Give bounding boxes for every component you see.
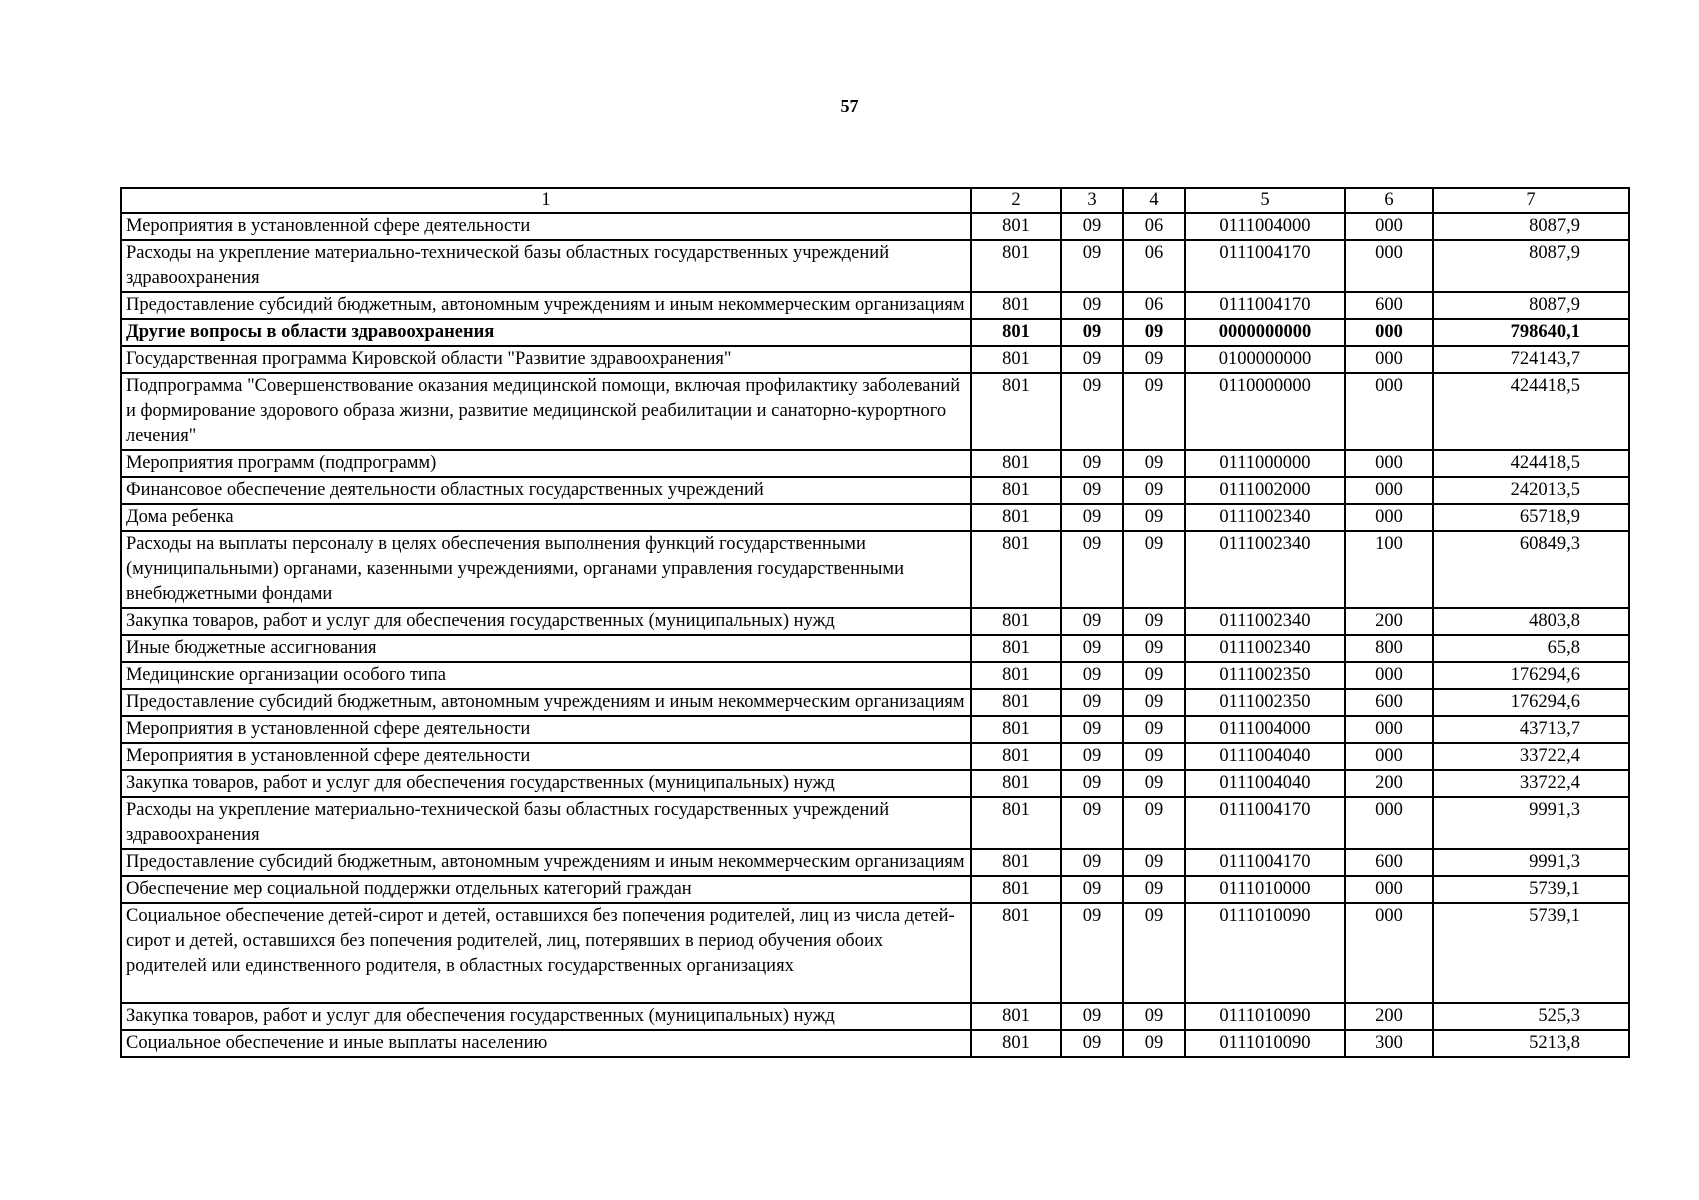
table-row bbox=[121, 716, 1629, 743]
row-expense-type-code: 000 bbox=[1345, 346, 1433, 373]
row-expense-type-code: 000 bbox=[1345, 662, 1433, 689]
table-row bbox=[121, 319, 1629, 346]
row-description: Социальное обеспечение детей-сирот и детей, оставшихся без попечения родителей, лиц из числа детей-сирот и детей, оставшихся без попечения родителей, лиц, потерявших в период обучения обоих родителей или единственного родителя, в областных государственных организациях bbox=[121, 903, 971, 1003]
table-row bbox=[121, 770, 1629, 797]
row-description: Социальное обеспечение и иные выплаты населению bbox=[121, 1030, 971, 1057]
row-section-code: 09 bbox=[1061, 477, 1123, 504]
row-subsection-code: 09 bbox=[1123, 635, 1185, 662]
row-subsection-code: 09 bbox=[1123, 1003, 1185, 1030]
row-description: Предоставление субсидий бюджетным, автономным учреждениям и иным некоммерческим организациям bbox=[121, 849, 971, 876]
row-target-article-code: 0111010090 bbox=[1185, 1003, 1345, 1030]
row-expense-type-code: 600 bbox=[1345, 689, 1433, 716]
row-admin-code: 801 bbox=[971, 849, 1061, 876]
header-col-5: 5 bbox=[1185, 188, 1345, 213]
row-expense-type-code: 200 bbox=[1345, 1003, 1433, 1030]
row-description: Дома ребенка bbox=[121, 504, 971, 531]
row-target-article-code: 0111010090 bbox=[1185, 1030, 1345, 1057]
row-section-code: 09 bbox=[1061, 1030, 1123, 1057]
row-description: Расходы на выплаты персоналу в целях обеспечения выполнения функций государственными (муниципальными) органами, казенными учреждениями, органами управления государственными внебюджетными фондами bbox=[121, 531, 971, 608]
row-admin-code: 801 bbox=[971, 662, 1061, 689]
row-target-article-code: 0110000000 bbox=[1185, 373, 1345, 450]
row-target-article-code: 0111004040 bbox=[1185, 770, 1345, 797]
table-row bbox=[121, 662, 1629, 689]
row-expense-type-code: 000 bbox=[1345, 504, 1433, 531]
row-admin-code: 801 bbox=[971, 689, 1061, 716]
row-description: Медицинские организации особого типа bbox=[121, 662, 971, 689]
row-expense-type-code: 100 bbox=[1345, 531, 1433, 608]
row-admin-code: 801 bbox=[971, 477, 1061, 504]
row-admin-code: 801 bbox=[971, 292, 1061, 319]
row-expense-type-code: 000 bbox=[1345, 903, 1433, 1003]
row-amount: 5739,1 bbox=[1433, 876, 1629, 903]
header-col-1: 1 bbox=[121, 188, 971, 213]
row-expense-type-code: 000 bbox=[1345, 797, 1433, 849]
row-subsection-code: 09 bbox=[1123, 373, 1185, 450]
table-row bbox=[121, 689, 1629, 716]
row-description: Расходы на укрепление материально-технической базы областных государственных учреждений здравоохранения bbox=[121, 797, 971, 849]
row-subsection-code: 06 bbox=[1123, 240, 1185, 292]
row-subsection-code: 09 bbox=[1123, 319, 1185, 346]
row-subsection-code: 09 bbox=[1123, 743, 1185, 770]
table-row bbox=[121, 743, 1629, 770]
row-amount: 43713,7 bbox=[1433, 716, 1629, 743]
row-admin-code: 801 bbox=[971, 1030, 1061, 1057]
row-expense-type-code: 600 bbox=[1345, 292, 1433, 319]
row-amount: 5739,1 bbox=[1433, 903, 1629, 1003]
row-target-article-code: 0111002340 bbox=[1185, 608, 1345, 635]
row-section-code: 09 bbox=[1061, 504, 1123, 531]
table-row bbox=[121, 450, 1629, 477]
row-target-article-code: 0111002340 bbox=[1185, 504, 1345, 531]
row-subsection-code: 06 bbox=[1123, 213, 1185, 240]
row-subsection-code: 06 bbox=[1123, 292, 1185, 319]
row-section-code: 09 bbox=[1061, 450, 1123, 477]
row-target-article-code: 0111004000 bbox=[1185, 716, 1345, 743]
row-description: Закупка товаров, работ и услуг для обеспечения государственных (муниципальных) нужд bbox=[121, 608, 971, 635]
row-target-article-code: 0111002350 bbox=[1185, 689, 1345, 716]
row-expense-type-code: 000 bbox=[1345, 450, 1433, 477]
row-expense-type-code: 200 bbox=[1345, 770, 1433, 797]
row-subsection-code: 09 bbox=[1123, 716, 1185, 743]
row-amount: 424418,5 bbox=[1433, 450, 1629, 477]
row-admin-code: 801 bbox=[971, 240, 1061, 292]
row-section-code: 09 bbox=[1061, 903, 1123, 1003]
row-description: Мероприятия в установленной сфере деятельности bbox=[121, 213, 971, 240]
row-subsection-code: 09 bbox=[1123, 504, 1185, 531]
row-section-code: 09 bbox=[1061, 689, 1123, 716]
row-amount: 798640,1 bbox=[1433, 319, 1629, 346]
row-admin-code: 801 bbox=[971, 531, 1061, 608]
row-subsection-code: 09 bbox=[1123, 797, 1185, 849]
table-row bbox=[121, 213, 1629, 240]
row-description: Другие вопросы в области здравоохранения bbox=[121, 319, 971, 346]
row-amount: 9991,3 bbox=[1433, 797, 1629, 849]
row-description: Мероприятия программ (подпрограмм) bbox=[121, 450, 971, 477]
budget-table bbox=[120, 187, 1630, 1058]
header-col-3: 3 bbox=[1061, 188, 1123, 213]
row-section-code: 09 bbox=[1061, 531, 1123, 608]
row-expense-type-code: 000 bbox=[1345, 213, 1433, 240]
row-section-code: 09 bbox=[1061, 770, 1123, 797]
row-admin-code: 801 bbox=[971, 903, 1061, 1003]
row-target-article-code: 0111002000 bbox=[1185, 477, 1345, 504]
row-target-article-code: 0111004170 bbox=[1185, 292, 1345, 319]
row-target-article-code: 0111004170 bbox=[1185, 797, 1345, 849]
row-subsection-code: 09 bbox=[1123, 770, 1185, 797]
row-amount: 9991,3 bbox=[1433, 849, 1629, 876]
row-section-code: 09 bbox=[1061, 716, 1123, 743]
row-admin-code: 801 bbox=[971, 743, 1061, 770]
row-target-article-code: 0111004000 bbox=[1185, 213, 1345, 240]
row-subsection-code: 09 bbox=[1123, 346, 1185, 373]
page-number: 57 bbox=[840, 96, 859, 116]
header-col-6: 6 bbox=[1345, 188, 1433, 213]
row-expense-type-code: 000 bbox=[1345, 477, 1433, 504]
row-subsection-code: 09 bbox=[1123, 608, 1185, 635]
row-amount: 65,8 bbox=[1433, 635, 1629, 662]
row-admin-code: 801 bbox=[971, 635, 1061, 662]
row-expense-type-code: 000 bbox=[1345, 240, 1433, 292]
row-admin-code: 801 bbox=[971, 797, 1061, 849]
row-description: Обеспечение мер социальной поддержки отдельных категорий граждан bbox=[121, 876, 971, 903]
row-section-code: 09 bbox=[1061, 876, 1123, 903]
row-section-code: 09 bbox=[1061, 292, 1123, 319]
row-expense-type-code: 300 bbox=[1345, 1030, 1433, 1057]
row-expense-type-code: 000 bbox=[1345, 876, 1433, 903]
row-section-code: 09 bbox=[1061, 1003, 1123, 1030]
row-admin-code: 801 bbox=[971, 1003, 1061, 1030]
row-admin-code: 801 bbox=[971, 716, 1061, 743]
row-amount: 8087,9 bbox=[1433, 213, 1629, 240]
row-expense-type-code: 000 bbox=[1345, 373, 1433, 450]
row-description: Предоставление субсидий бюджетным, автономным учреждениям и иным некоммерческим организациям bbox=[121, 689, 971, 716]
table-row bbox=[121, 849, 1629, 876]
row-amount: 176294,6 bbox=[1433, 662, 1629, 689]
header-col-2: 2 bbox=[971, 188, 1061, 213]
header-col-7: 7 bbox=[1433, 188, 1629, 213]
header-row bbox=[121, 188, 1629, 213]
row-amount: 525,3 bbox=[1433, 1003, 1629, 1030]
row-amount: 176294,6 bbox=[1433, 689, 1629, 716]
row-subsection-code: 09 bbox=[1123, 1030, 1185, 1057]
row-target-article-code: 0100000000 bbox=[1185, 346, 1345, 373]
row-section-code: 09 bbox=[1061, 635, 1123, 662]
row-amount: 65718,9 bbox=[1433, 504, 1629, 531]
row-admin-code: 801 bbox=[971, 373, 1061, 450]
header-col-4: 4 bbox=[1123, 188, 1185, 213]
row-section-code: 09 bbox=[1061, 213, 1123, 240]
row-target-article-code: 0111000000 bbox=[1185, 450, 1345, 477]
row-amount: 33722,4 bbox=[1433, 770, 1629, 797]
row-subsection-code: 09 bbox=[1123, 689, 1185, 716]
row-amount: 724143,7 bbox=[1433, 346, 1629, 373]
row-amount: 8087,9 bbox=[1433, 292, 1629, 319]
row-target-article-code: 0111004170 bbox=[1185, 849, 1345, 876]
row-expense-type-code: 000 bbox=[1345, 319, 1433, 346]
table-row bbox=[121, 876, 1629, 903]
table-row bbox=[121, 608, 1629, 635]
row-amount: 33722,4 bbox=[1433, 743, 1629, 770]
row-amount: 4803,8 bbox=[1433, 608, 1629, 635]
row-admin-code: 801 bbox=[971, 608, 1061, 635]
row-admin-code: 801 bbox=[971, 213, 1061, 240]
row-admin-code: 801 bbox=[971, 450, 1061, 477]
row-target-article-code: 0111002350 bbox=[1185, 662, 1345, 689]
row-section-code: 09 bbox=[1061, 849, 1123, 876]
row-description: Финансовое обеспечение деятельности областных государственных учреждений bbox=[121, 477, 971, 504]
row-amount: 8087,9 bbox=[1433, 240, 1629, 292]
row-target-article-code: 0111002340 bbox=[1185, 635, 1345, 662]
row-amount: 424418,5 bbox=[1433, 373, 1629, 450]
row-expense-type-code: 000 bbox=[1345, 743, 1433, 770]
row-target-article-code: 0111010090 bbox=[1185, 903, 1345, 1003]
table-row bbox=[121, 1003, 1629, 1030]
row-amount: 5213,8 bbox=[1433, 1030, 1629, 1057]
row-description: Иные бюджетные ассигнования bbox=[121, 635, 971, 662]
row-expense-type-code: 000 bbox=[1345, 716, 1433, 743]
table-row bbox=[121, 346, 1629, 373]
row-subsection-code: 09 bbox=[1123, 477, 1185, 504]
table-row bbox=[121, 635, 1629, 662]
row-admin-code: 801 bbox=[971, 504, 1061, 531]
row-section-code: 09 bbox=[1061, 608, 1123, 635]
row-section-code: 09 bbox=[1061, 797, 1123, 849]
table-body bbox=[121, 213, 1629, 1057]
table-row bbox=[121, 531, 1629, 608]
table-row bbox=[121, 797, 1629, 849]
row-subsection-code: 09 bbox=[1123, 876, 1185, 903]
row-expense-type-code: 600 bbox=[1345, 849, 1433, 876]
row-section-code: 09 bbox=[1061, 373, 1123, 450]
row-admin-code: 801 bbox=[971, 876, 1061, 903]
row-description: Мероприятия в установленной сфере деятельности bbox=[121, 743, 971, 770]
row-description: Предоставление субсидий бюджетным, автономным учреждениям и иным некоммерческим организациям bbox=[121, 292, 971, 319]
table-row bbox=[121, 504, 1629, 531]
table-row bbox=[121, 1030, 1629, 1057]
row-expense-type-code: 800 bbox=[1345, 635, 1433, 662]
row-target-article-code: 0111004040 bbox=[1185, 743, 1345, 770]
row-subsection-code: 09 bbox=[1123, 531, 1185, 608]
row-section-code: 09 bbox=[1061, 743, 1123, 770]
row-description: Закупка товаров, работ и услуг для обеспечения государственных (муниципальных) нужд bbox=[121, 1003, 971, 1030]
row-description: Государственная программа Кировской области "Развитие здравоохранения" bbox=[121, 346, 971, 373]
row-subsection-code: 09 bbox=[1123, 903, 1185, 1003]
row-section-code: 09 bbox=[1061, 346, 1123, 373]
row-description: Закупка товаров, работ и услуг для обеспечения государственных (муниципальных) нужд bbox=[121, 770, 971, 797]
row-section-code: 09 bbox=[1061, 662, 1123, 689]
row-section-code: 09 bbox=[1061, 319, 1123, 346]
table-row bbox=[121, 292, 1629, 319]
row-description: Мероприятия в установленной сфере деятельности bbox=[121, 716, 971, 743]
row-target-article-code: 0111010000 bbox=[1185, 876, 1345, 903]
table-row bbox=[121, 373, 1629, 450]
table-row bbox=[121, 903, 1629, 1003]
row-admin-code: 801 bbox=[971, 770, 1061, 797]
row-admin-code: 801 bbox=[971, 346, 1061, 373]
row-expense-type-code: 200 bbox=[1345, 608, 1433, 635]
row-target-article-code: 0000000000 bbox=[1185, 319, 1345, 346]
row-description: Подпрограмма "Совершенствование оказания медицинской помощи, включая профилактику заболеваний и формирование здорового образа жизни, развитие медицинской реабилитации и санаторно-курортного лечения" bbox=[121, 373, 971, 450]
row-target-article-code: 0111002340 bbox=[1185, 531, 1345, 608]
row-target-article-code: 0111004170 bbox=[1185, 240, 1345, 292]
row-subsection-code: 09 bbox=[1123, 849, 1185, 876]
row-description: Расходы на укрепление материально-технической базы областных государственных учреждений здравоохранения bbox=[121, 240, 971, 292]
row-amount: 60849,3 bbox=[1433, 531, 1629, 608]
row-amount: 242013,5 bbox=[1433, 477, 1629, 504]
row-admin-code: 801 bbox=[971, 319, 1061, 346]
row-subsection-code: 09 bbox=[1123, 662, 1185, 689]
row-subsection-code: 09 bbox=[1123, 450, 1185, 477]
table-row bbox=[121, 240, 1629, 292]
table-row bbox=[121, 477, 1629, 504]
row-section-code: 09 bbox=[1061, 240, 1123, 292]
